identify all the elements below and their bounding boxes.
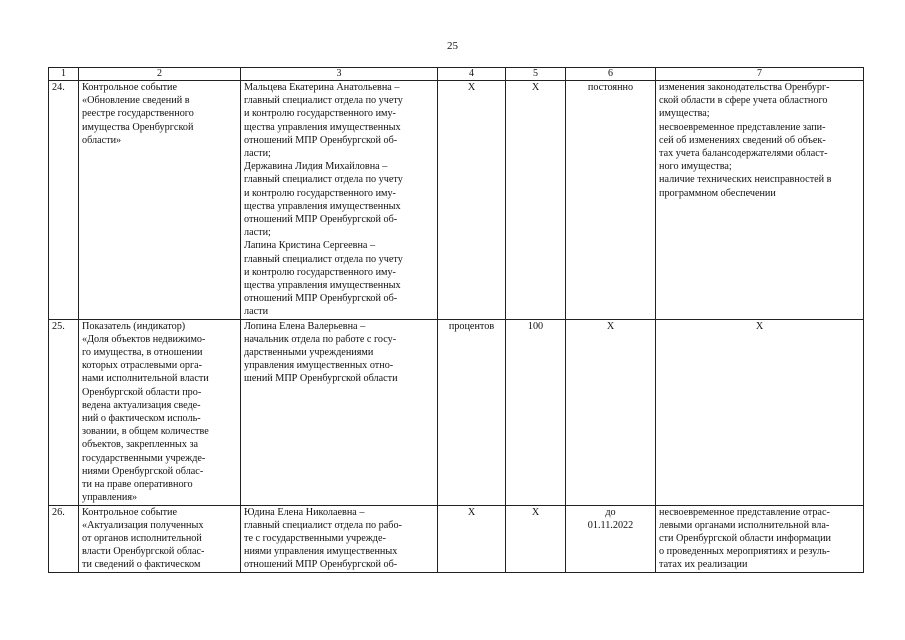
column-number-row: [49, 68, 864, 81]
target-value: Х: [506, 505, 566, 572]
risks: Х: [656, 319, 864, 505]
unit-of-measure: Х: [438, 505, 506, 572]
column-number: 2: [79, 68, 241, 81]
responsible-persons: Лопина Елена Валерьевна – начальник отдела по работе с госу- дарственными учреждениями управления имущественных отно- шений МПР Оренбургской области: [241, 319, 438, 505]
event-name: Показатель (индикатор) «Доля объектов недвижимо- го имущества, в отношении которых отраслевыми орга- нами исполнительной власти Оренбургской области про- ведена актуализация сведе- ний о фактическом исполь- зовании, в общем количестве объектов, закрепленных за государственными учрежде- ниями Оренбургской облас- ти на праве оперативного управления»: [79, 319, 241, 505]
event-name: Контрольное событие «Обновление сведений в реестре государственного имущества Оренбургской области»: [79, 81, 241, 320]
unit-of-measure: Х: [438, 81, 506, 320]
table-row: [49, 319, 864, 505]
column-number: 7: [656, 68, 864, 81]
column-number: 6: [566, 68, 656, 81]
event-name: Контрольное событие «Актуализация полученных от органов исполнительной власти Оренбургской облас- ти сведений о фактическом: [79, 505, 241, 572]
target-value: 100: [506, 319, 566, 505]
row-number: 24.: [49, 81, 79, 320]
column-number: 3: [241, 68, 438, 81]
risks: изменения законодательства Оренбург- ской области в сфере учета областного имущества; несвоевременное представление запи- сей об изменениях сведений об объек- тах учета балансодержателями област- ного имущества; наличие технических неисправностей в программном обеспечении: [656, 81, 864, 320]
deadline: постоянно: [566, 81, 656, 320]
responsible-persons: Мальцева Екатерина Анатольевна – главный специалист отдела по учету и контролю государственного иму- щества управления имущественных отношений МПР Оренбургской об- ласти; Державина Лидия Михайловна – главный специалист отдела по учету и контролю государственного иму- щества управления имущественных отношений МПР Оренбургской об- ласти; Лапина Кристина Сергеевна – главный специалист отдела по учету и контролю государственного иму- щества управления имущественных отношений МПР Оренбургской об- ласти: [241, 81, 438, 320]
row-number: 25.: [49, 319, 79, 505]
risks: несвоевременное представление отрас- левыми органами исполнительной вла- сти Оренбургской области информации о проведенных мероприятиях и резуль- татах их реализации: [656, 505, 864, 572]
column-number: 4: [438, 68, 506, 81]
plan-table: [48, 67, 864, 573]
responsible-persons: Юдина Елена Николаевна – главный специалист отдела по рабо- те с государственными учрежде- ниями управления имущественных отношений МПР Оренбургской об-: [241, 505, 438, 572]
column-number: 1: [49, 68, 79, 81]
target-value: Х: [506, 81, 566, 320]
column-number: 5: [506, 68, 566, 81]
page-number: 25: [447, 40, 458, 52]
deadline: Х: [566, 319, 656, 505]
table-row: [49, 505, 864, 572]
deadline: до 01.11.2022: [566, 505, 656, 572]
unit-of-measure: процентов: [438, 319, 506, 505]
row-number: 26.: [49, 505, 79, 572]
table-row: [49, 81, 864, 320]
